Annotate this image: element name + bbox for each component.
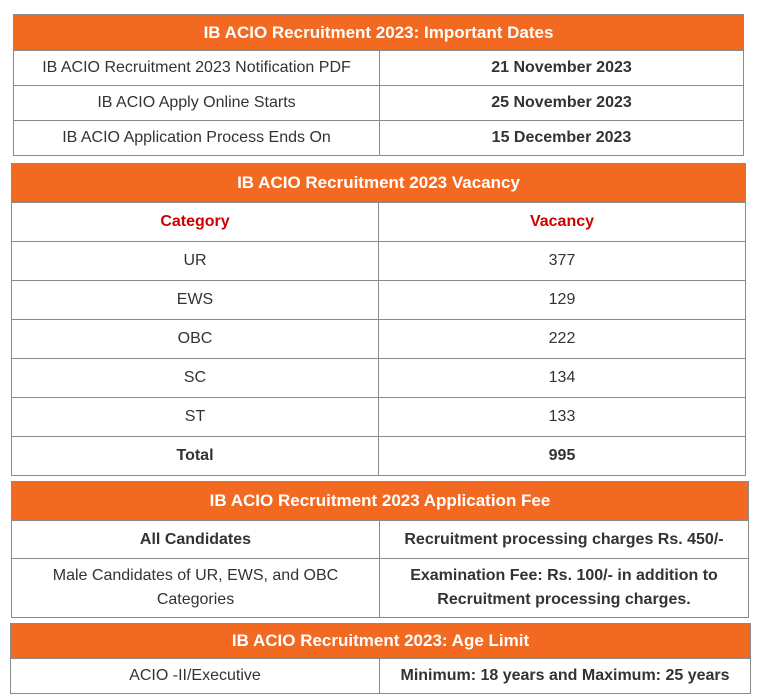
application-fee-table: [11, 481, 749, 618]
total-row: [12, 437, 745, 475]
total-value: 995: [548, 447, 576, 464]
table-row: [11, 659, 750, 693]
vacancy-header: Vacancy: [529, 213, 595, 230]
date-value: 15 December 2023: [491, 129, 632, 146]
important-dates-table: [13, 14, 744, 156]
fee-label: Male Candidates of UR, EWS, and OBC Categories: [12, 559, 380, 617]
category-cell: OBC: [12, 320, 379, 358]
fee-label: All Candidates: [12, 521, 380, 558]
age-label: ACIO -II/Executive: [11, 659, 380, 693]
date-label: IB ACIO Recruitment 2023 Notification PDF: [14, 51, 380, 85]
important-dates-title: IB ACIO Recruitment 2023: Important Dates: [14, 15, 743, 51]
table-row: [12, 281, 745, 320]
table-row: [12, 559, 748, 617]
age-limit-table: [10, 623, 751, 694]
age-value: Minimum: 18 years and Maximum: 25 years: [400, 667, 730, 684]
fee-value: Recruitment processing charges Rs. 450/-: [404, 530, 724, 548]
category-cell: SC: [12, 359, 379, 397]
vacancy-cell: 222: [548, 330, 576, 347]
date-label: IB ACIO Application Process Ends On: [14, 121, 380, 155]
age-limit-title: IB ACIO Recruitment 2023: Age Limit: [11, 624, 750, 659]
category-cell: UR: [12, 242, 379, 280]
category-cell: EWS: [12, 281, 379, 319]
vacancy-cell: 134: [548, 369, 576, 386]
vacancy-cell: 133: [548, 408, 576, 425]
date-value: 25 November 2023: [491, 94, 632, 111]
vacancy-title: IB ACIO Recruitment 2023 Vacancy: [12, 164, 745, 203]
vacancy-cell: 377: [548, 252, 576, 269]
total-label: Total: [12, 437, 379, 475]
vacancy-cell: 129: [548, 291, 576, 308]
date-value: 21 November 2023: [491, 59, 632, 76]
table-row: [12, 398, 745, 437]
table-row: [12, 242, 745, 281]
category-header: Category: [12, 203, 379, 241]
vacancy-table: [11, 163, 746, 476]
table-row: [14, 51, 743, 86]
application-fee-title: IB ACIO Recruitment 2023 Application Fee: [12, 482, 748, 521]
table-row: [14, 86, 743, 121]
fee-value: Examination Fee: Rs. 100/- in addition to Recruitment processing charges.: [410, 567, 718, 608]
table-row: [14, 121, 743, 155]
category-cell: ST: [12, 398, 379, 436]
table-row: [12, 320, 745, 359]
table-row: [12, 359, 745, 398]
date-label: IB ACIO Apply Online Starts: [14, 86, 380, 120]
table-row: [12, 521, 748, 559]
vacancy-header-row: [12, 203, 745, 242]
